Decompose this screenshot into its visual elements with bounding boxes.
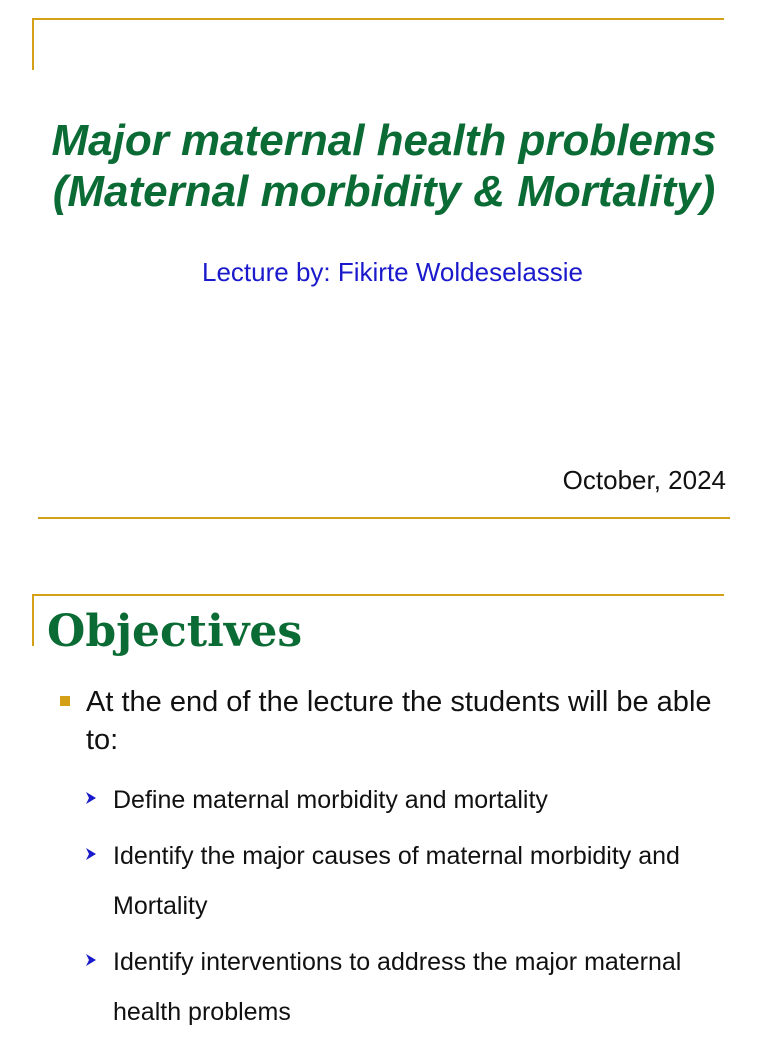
objectives-heading: Objectives (47, 606, 303, 657)
objective-item-3 (86, 937, 726, 1037)
lecture-date: October, 2024 (562, 465, 726, 495)
lecturer-byline: Lecture by: Fikirte Woldeselassie (202, 257, 584, 287)
objective-item-1 (86, 775, 726, 825)
objective-text: Identify the major causes of maternal morbidity and Mortality (113, 842, 680, 920)
blue-arrowhead-icon (86, 954, 96, 966)
bullet-text: At the end of the lecture the students will be able to: (86, 686, 712, 756)
objectives-list (86, 775, 726, 1043)
gold-square-icon (60, 696, 70, 706)
objectives-slide (0, 545, 768, 1024)
objective-item-2 (86, 831, 726, 931)
slide-title (0, 115, 768, 217)
blue-arrowhead-icon (86, 792, 96, 804)
title-line-2: (Maternal morbidity & Mortality) (52, 167, 716, 216)
objective-text: Identify interventions to address the major maternal health problems (113, 948, 682, 1026)
bottom-border-line (38, 517, 730, 519)
blue-arrowhead-icon (86, 848, 96, 860)
title-line-1: Major maternal health problems (51, 116, 717, 165)
top-border-line (32, 18, 724, 20)
top-border-line (32, 594, 724, 596)
objective-text: Define maternal morbidity and mortality (113, 786, 548, 814)
left-border-line (32, 594, 34, 646)
left-border-line (32, 18, 34, 70)
